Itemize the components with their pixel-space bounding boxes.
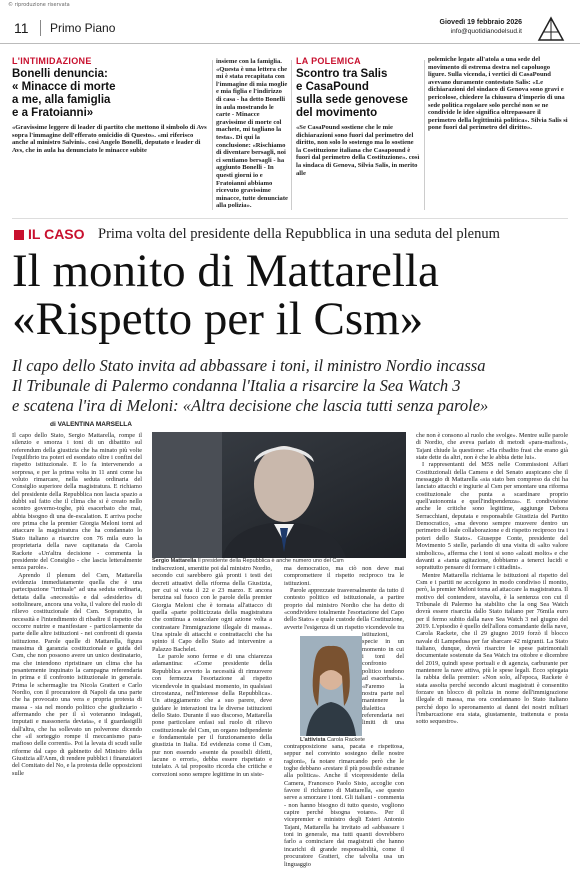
box-headline [12,68,208,120]
caption-name: Sergio Mattarella [152,558,197,564]
box-headline-line: a me, alla famiglia [12,94,111,106]
caso-label-text: IL CASO [28,226,85,242]
polemica-box-continued: polemiche legate all'atola a una sede del movimento di estrema destra nel capoluogo ligure. Sulla vicenda, i vertici di CasaPound avevano duramente contestato Salis: «Le dichiarazioni del sindaco di Genova sono gravi e pericolose, chiedere la chiusura d'imperio di una sede politica regolare solo perché non se ne condivide le idee significa oltrepassare il perimetro della legittimità politica». Silvia Salis si pone fuori dal perimetro del diritto». [428,56,568,132]
article-column-1 [12,432,142,870]
intimidazione-box [12,56,208,154]
caption-text: Il presidente della Repubblica è anche numero uno del Csm [197,558,344,564]
paragraph: Il capo dello Stato, Sergio Mattarella, rompe il silenzio e smorza i toni di un dibattito sul referendum della giustizia che ha minato più volte l'equilibrio tra poteri ed esondato oltre i confini del rispetto istituzionale. E lo fa intervenendo a sorpresa, e per la prima volta in 11 anni come ha voluto rimarcare, nella seduta ordinaria del Consiglio superiore della magistratura. E richiamo del presidente della Repubblica non lascia spazio a dubbi sul fatto che il clima che si è creato nello scontro governo-toghe, più esacerbato che mai, abbia bisogno di una de-escalation. E arriva poche ore prima che la premier Giorgia Meloni torni ad attaccare la magistratura che ha condannato lo Stato italiano a risarcire con 76 mila euro la proprietaria della nave capitanata da Carola Rackete «Un'altra decisione - commenta la presidente del Consiglio - che lascia letteralmente senza parole». [12,432,142,572]
contact-email[interactable]: info@quotidianodelsud.it [450,28,522,35]
paragraph: Aprendo il plenum del Csm, Mattarella evidenzia immediatamente quella che è una partecipazione "irrituale" ad una seduta ordinaria, dettata dalla «necessità» e dal «desiderio» di sottolineare, ancora una volta, il valore del ruolo di rilievo costituzionale del Csm. Sopratutto, la necessità e l'intendimento di ribadire il rispetto che occorre nutrire e manifestare - particolarmente da parte delle altre istituzioni - nei confronti di questa istituzione. Parole quelle di Mattarella, figura massima di garanzia costituzionale e guida del Csm, che non possono avere un unico destinatario, ma che intendono ripristinare un clima che ha pesantemente inquinato la campagna referendaria in prima e il confronto istituzionale in generale. Prima le schermaglie tra Nicola Gratteri e Carlo Nordio, con il procuratore di Napoli da una parte che ha provocato una vera e propria protesta di massa - sia nel mondo politico che giudiziario - affermando che per il sì voteranno indagati, imputati e massoneria deviata», e il guardasigilli dall'altra, che ha sollevato un polverone dicendo che «il sorteggio rompe il meccanismo para-mafioso delle correnti». Poi la levata di scudi sulle riforme dal capo di gabinetto del Ministro della Giustizia all'Anm, di rendere pubblici i finanziatori del Comitato del No, e la protesta delle opposizioni sulle [12,571,142,777]
section-title: Primo Piano [50,21,116,35]
headline-line-2: «Rispetto per il Csm» [12,293,424,345]
mattarella-photo [152,432,406,558]
box-headline [296,68,420,120]
box-kicker: LA POLEMICA [296,56,361,66]
paragraph: ma democratico, ma ciò non deve mai compromettere il rispetto reciproco tra le istituzioni. [284,565,404,587]
section-rule [12,218,568,219]
paragraph: I rappresentanti del M5S nelle Commissioni Affari Costituzionali della Camera e del Senato auspicano che il messaggio di Mattarella «sia stato ben compreso da chi ha lanciato attacchi e ingiurie al Csm per smontare una riforma costituzionale che punta a scardinare proprio quell'autonomia e quell'indipendenza». E condivisione anche le critiche sono legittime, aggiunge Debora Serracchiani, deputata e responsabile Giustizia del Partito Democratico, «ma devono sempre muovere dentro un perimetro di leale collaborazione e di rispetto reciproco tra i poteri dello Stato». Giuseppe Conte, presidente del Movimento 5 stelle, parlando di una visita di «alto valore simbolico», afferma che i toni si sono «alzati molto» e che davanti a «tanta agitazione, dobbiamo a tenerci lucidi e soprattutto pensare di formare i cittadini». [416,461,568,572]
article-column-2 [152,565,272,870]
caso-label [14,226,85,242]
rackete-photo [300,636,362,736]
red-square-icon [14,230,24,240]
paragraph: indiscrezioni, smentite poi dal ministro Nordio, secondo cui sarebbero già pronti i testi dei decreti attuativi della riforma della Giustizia, per cui si vota il 22 e 23 marzo. E ancora benzina sul fuoco con le parole della premier Giorgia Meloni che è tornata all'attacco di quella «parte politicizzata della magistratura che continua a ostacolare ogni azione volta a contrastare l'immigrazione illegale di massa». Una spirale di attacchi e contrattacchi che ha spinto il Capo dello Stato ad intervenire a Palazzo Bachelet. [152,565,272,653]
column-divider [212,60,213,210]
photo-caption [152,558,406,564]
paragraph: che non è consono al ruolo che svolge». Mentre sulle parole di Nordio, che aveva parlato di metodi «para-mafiosi», Tajani chiude la questione: «Ha ribadito frasi che erano già state dette da altri, non è che le abbia dette lui». [416,432,568,462]
page-number: 11 [14,20,29,36]
box-headline-line: del movimento [296,107,378,119]
box-headline-line: e a Fratoianni» [12,107,94,119]
article-subhead: Prima volta del presidente della Repubblica in una seduta del plenum [98,226,500,242]
box-headline-line: Bonelli denuncia: [12,68,108,80]
paragraph: Parole apprezzate trasversalmente da tutto il contesto politico ed istituzionale, a partire proprio dal ministro Nordio che ha detto di «condividere totalmente l'esortazione del Capo dello Stato» e quale custode della Costituzione, avverte l'esigenza di un rispetto vicendevole tra istituzioni, specie in un momento in cui i toni del confronto politico tendono ad esacerbarsi». «Faremo la nostra parte nel mantenere la dialettica referendaria nei limiti di una contrapposizione sana, pacata e rispettosa, seppur nel convinto sostegno delle nostre ragioni», fa notare rimarcando però che le toghe debbano «restare il più possibile estranee alla politica». Anche il vicepresidente della Camera, Francesco Paolo Sisto, accoglie con favore il richiamo di Mattarella, «se questo serve a smorzare i toni. Gli italiani - commenta - non hanno bisogno di tutto questo, vogliono capire perché bisogna votare». Per il vicepremier e ministro degli Esteri Antonio Tajani, Mattarella ha invitato ad «abbassare i toni in generale, ma tutti quanti dovrebbero farlo a cominciare dai magistrati che hanno incarichi di grande responsabilità, come il procuratore Gratteri, che talvolta usa un linguaggio [284,587,404,868]
paragraph: Le parole sono ferme e di una chiarezza adamantina: «Come presidente della Repubblica avverto la necessità di rimuovere con fermezza l'esortazione al rispetto vicendevole in qualsiasi momento, in qualsiasi circostanza, nell'interesse della Repubblica». Un atteggiamento che a suo parere, deve guidare le interazioni tra le diverse istituzioni dello Stato. Durante il suo discorso, Mattarella pone particolare enfasi sul ruolo di rilievo costituzionale del Csm, un organo indipendente e fondamentale per il funzionamento della giustizia in Italia. Ed evidenzia come il Csm, pur non essendo «esente da possibili difetti, lacune o errori», debba essere rispettato e tutelato. A tal proposito ricorda che critiche e correzioni sono sempre legittime in un siste- [152,653,272,778]
paragraph: Mentre Mattarella richiama le istituzioni al rispetto del Csm e i partiti ne accolgono in modo condiviso il monito, però, la premier Meloni torna ad attaccare la magistratura. Il motivo del contendere, stavolta, è la sentenza con cui il Tribunale di Palermo ha stabilito che la ong Sea Watch dovrà essere risarcita dallo Stato italiano per 76mila euro per il fermo subito dalla nave Sea Watch 3 nel giugno del 2019. L'episodio è quello dell'allora comandante della nave, Carola Rackete, che il 29 giugno 2019 forzò il blocco navale di Lampedusa per far sbarcare 42 migranti. La Stato italiano, dunque, dovrà risarcire le spese patrimoniali documentate sostenute da Sea Watch tra ottobre e dicembre del 2019, quindi spese portuali e di agenzia, carburante per mantenere la nave attiva, più le spese legali. Ecco spiegata la rabbia della premier: «Non solo, all'epoca, Rackete è stata assolta perché secondo alcuni magistrati è consentito forzare un blocco di polizia in nome dell'immigrazione illegale di massa, ma ora condannano lo Stato italiano perché dopo lo speronamento ai danni dei nostri militari l'imbarcazione era stata, giustamente, trattenuta e posta sotto sequestro». [416,571,568,726]
box-kicker: L'INTIMIDAZIONE [12,56,92,66]
intimidazione-box-continued: insieme con la famiglia. «Questa è una lettera che mi è stata recapitata con l'immagine di mia moglie e mia figlia e l'indirizzo di casa - ha detto Bonelli in aula mostrando le carte - Minacce gravissime di morte col machete, mi tagliano la testa». Di qui la conclusione: «Rischiamo di diventare bersagli, noi ci sentiamo bersagli - ha aggiunto Bonelli - In questi giorni io e Fratoianni abbiamo ricevuto gravissime minacce, tutte denunciate alla polizia». [216,58,288,208]
issue-date: Giovedì 19 febbraio 2026 [439,19,522,26]
box-headline-line: sulla sede genovese [296,94,408,106]
deck-line: e scatena l'ira di Meloni: «Altra decisione che lascia tutti senza parole» [12,396,489,415]
newspaper-logo-icon [536,16,566,42]
photo-caption [300,737,380,743]
byline: di VALENTINA MARSELLA [50,421,132,428]
caption-text: Carola Rackete [327,737,365,743]
top-strip: © riproduzione riservata [8,2,70,8]
polemica-box [296,56,420,177]
portrait-image [152,432,406,558]
column-divider [424,60,425,210]
deck-line: Il Tribunale di Palermo condanna l'Italia a risarcire la Sea Watch 3 [12,376,461,395]
column-divider [291,60,292,210]
caption-name: L'attivista [300,737,326,743]
box-body: «Se CasaPound sostiene che le mie dichiarazioni sono fuori dal perimetro del diritto, non solo lo sostengo ma lo sostiene la Costituzione italiana che Casapound è fuori dal perimetro della Costituzione». così la sindaca di Genova, Silvia Salis, in merito alle [296,124,420,177]
box-body: «Gravissime leggere di leader di partito che mettono il simbolo di Avs sopra l'immagine dell'efferato omicidio di Questo». «mi riferisco anche al ministro Salvini». così Angelo Bonelli, deputato e leader di Avs, che in aula ha denunciato le minacce subite [12,124,207,154]
portrait-image [300,636,362,736]
box-headline-line: e CasaPound [296,81,369,93]
box-headline-line: Scontro tra Salis [296,68,388,80]
box-headline-line: « Minacce di morte [12,81,116,93]
headline-line-1: Il monito di Mattarella [12,245,439,297]
article-column-4 [416,432,568,870]
masthead-divider [40,20,41,36]
deck-line: Il capo dello Stato invita ad abbassare i toni, il ministro Nordio incassa [12,356,486,375]
masthead [0,14,580,44]
